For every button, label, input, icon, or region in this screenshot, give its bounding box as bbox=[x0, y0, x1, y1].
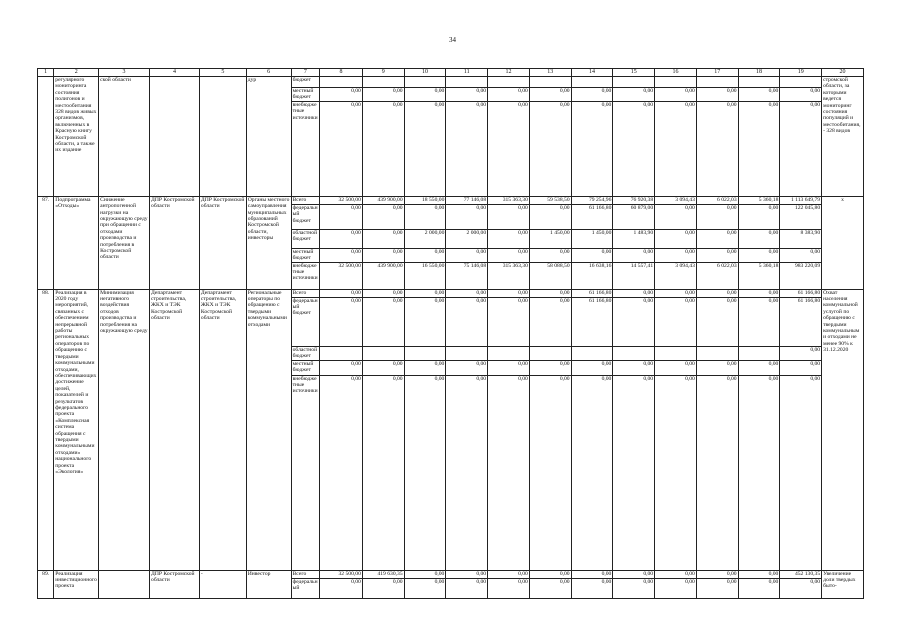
column-number: 3 bbox=[99, 69, 150, 77]
amount-cell bbox=[446, 346, 488, 360]
column-number: 16 bbox=[655, 69, 697, 77]
amount-cell: 0,00 bbox=[446, 297, 488, 346]
table-row bbox=[38, 196, 864, 204]
funding-source: Всего bbox=[291, 570, 320, 578]
amount-cell: 0,00 bbox=[696, 375, 738, 570]
column-number: 11 bbox=[446, 69, 488, 77]
amount-cell: 6 022,03 bbox=[696, 262, 738, 289]
amount-cell: 0,00 bbox=[488, 297, 530, 346]
amount-cell bbox=[404, 346, 446, 360]
funding-source: внебюджетные источники bbox=[291, 101, 320, 196]
amount-cell: 0,00 bbox=[613, 360, 655, 375]
amount-cell: 0,00 bbox=[780, 375, 822, 570]
amount-cell: 0,00 bbox=[488, 229, 530, 248]
amount-cell: 0,00 bbox=[696, 248, 738, 262]
amount-cell bbox=[320, 77, 363, 88]
amount-cell: 2 000,00 bbox=[404, 229, 446, 248]
amount-cell: 76 920,38 bbox=[613, 196, 655, 204]
participant: дур bbox=[246, 77, 291, 197]
column-number: 1 bbox=[38, 69, 54, 77]
amount-cell: 0,00 bbox=[613, 297, 655, 346]
amount-cell: 14 557,41 bbox=[613, 262, 655, 289]
amount-cell: 0,00 bbox=[613, 578, 655, 598]
amount-cell: 439 900,00 bbox=[362, 262, 404, 289]
table-row bbox=[38, 570, 864, 578]
amount-cell: 419 630,35 bbox=[362, 570, 404, 578]
amount-cell: 61 166,80 bbox=[571, 289, 613, 297]
amount-cell: 0,00 bbox=[362, 375, 404, 570]
amount-cell bbox=[655, 346, 697, 360]
amount-cell: 0,00 bbox=[780, 101, 822, 196]
amount-cell: 0,00 bbox=[655, 375, 697, 570]
amount-cell: 32 500,00 bbox=[320, 262, 363, 289]
funding-source: местный бюджет bbox=[291, 88, 320, 102]
amount-cell: 315 363,30 bbox=[488, 196, 530, 204]
column-number: 17 bbox=[696, 69, 738, 77]
amount-cell: 0,00 bbox=[738, 570, 780, 578]
amount-cell: 61 166,80 bbox=[571, 297, 613, 346]
amount-cell: 0,00 bbox=[655, 88, 697, 102]
amount-cell: 439 900,00 bbox=[362, 196, 404, 204]
column-number: 14 bbox=[571, 69, 613, 77]
amount-cell bbox=[362, 346, 404, 360]
activity-name: Подпрограмма «Отходы» bbox=[54, 196, 99, 289]
amount-cell: 0,00 bbox=[362, 289, 404, 297]
amount-cell: 0,00 bbox=[446, 578, 488, 598]
amount-cell: 0,00 bbox=[738, 360, 780, 375]
amount-cell: 0,00 bbox=[529, 289, 571, 297]
responsible-executor: Департамент строительства, ЖКХ и ТЭК Костромской области bbox=[150, 289, 200, 570]
funding-source: Всего bbox=[291, 289, 320, 297]
amount-cell: 0,00 bbox=[696, 88, 738, 102]
funding-source: внебюджетные источники bbox=[291, 375, 320, 570]
target-indicator: стромской области, за которыми ведется мониторинг состояния популяций и местообитания, - 328 видов bbox=[822, 77, 864, 197]
amount-cell bbox=[655, 77, 697, 88]
column-number-row bbox=[38, 69, 864, 77]
funding-source: местный бюджет bbox=[291, 360, 320, 375]
amount-cell bbox=[780, 77, 822, 88]
amount-cell: 0,00 bbox=[529, 101, 571, 196]
funding-source: местный бюджет bbox=[291, 248, 320, 262]
amount-cell: 0,00 bbox=[362, 297, 404, 346]
responsible-executor bbox=[150, 77, 200, 197]
amount-cell bbox=[613, 346, 655, 360]
participant: Региональные операторы по обращению с твердыми коммунальными отходами bbox=[246, 289, 291, 570]
column-number: 7 bbox=[291, 69, 320, 77]
column-number: 13 bbox=[529, 69, 571, 77]
amount-cell: 0,00 bbox=[738, 375, 780, 570]
amount-cell: 0,00 bbox=[488, 88, 530, 102]
amount-cell: 61 166,80 bbox=[780, 297, 822, 346]
amount-cell: 0,00 bbox=[571, 375, 613, 570]
amount-cell bbox=[362, 77, 404, 88]
responsible-executor: ДПР Костромской области bbox=[150, 570, 200, 598]
amount-cell: 0,00 bbox=[446, 289, 488, 297]
funding-source: внебюджетные источники bbox=[291, 262, 320, 289]
amount-cell: 0,00 bbox=[404, 289, 446, 297]
amount-cell: 32 500,00 bbox=[320, 570, 363, 578]
participant: Инвестор bbox=[246, 570, 291, 598]
amount-cell: 32 500,00 bbox=[320, 196, 363, 204]
column-number: 4 bbox=[150, 69, 200, 77]
funding-source: областной бюджет bbox=[291, 229, 320, 248]
amount-cell: 0,00 bbox=[655, 360, 697, 375]
amount-cell: 0,00 bbox=[446, 101, 488, 196]
amount-cell bbox=[571, 346, 613, 360]
amount-cell: 0,00 bbox=[404, 375, 446, 570]
funding-source: федеральный бюджет bbox=[291, 204, 320, 229]
amount-cell bbox=[488, 346, 530, 360]
amount-cell: 0,00 bbox=[571, 360, 613, 375]
amount-cell: 0,00 bbox=[571, 578, 613, 598]
amount-cell: 0,00 bbox=[320, 360, 363, 375]
amount-cell bbox=[320, 346, 363, 360]
amount-cell: 0,00 bbox=[738, 289, 780, 297]
amount-cell: 0,00 bbox=[571, 248, 613, 262]
amount-cell: 122 045,80 bbox=[780, 204, 822, 229]
amount-cell: 16 638,16 bbox=[571, 262, 613, 289]
amount-cell: 0,00 bbox=[529, 578, 571, 598]
amount-cell: 0,00 bbox=[446, 248, 488, 262]
amount-cell: 0,00 bbox=[404, 248, 446, 262]
amount-cell: 0,00 bbox=[738, 297, 780, 346]
amount-cell: 58 088,50 bbox=[529, 262, 571, 289]
target-indicator: x bbox=[822, 196, 864, 289]
item-number: 88. bbox=[38, 289, 54, 570]
amount-cell: 0,00 bbox=[696, 297, 738, 346]
amount-cell: 0,00 bbox=[696, 360, 738, 375]
amount-cell: 0,00 bbox=[780, 346, 822, 360]
amount-cell: 0,00 bbox=[320, 289, 363, 297]
amount-cell: 59 538,50 bbox=[529, 196, 571, 204]
amount-cell bbox=[529, 77, 571, 88]
amount-cell: 0,00 bbox=[320, 375, 363, 570]
activity-goal: Снижение антропогенной нагрузки на окружающую среду при обращении с отходами производства и потребления в Костромской области bbox=[99, 196, 150, 289]
amount-cell: 75 146,08 bbox=[446, 262, 488, 289]
amount-cell: 16 550,00 bbox=[404, 262, 446, 289]
activity-name: Реализация инвестиционного проекта bbox=[54, 570, 99, 598]
amount-cell: 79 254,96 bbox=[571, 196, 613, 204]
amount-cell: 0,00 bbox=[320, 248, 363, 262]
funding-source: Всего bbox=[291, 196, 320, 204]
amount-cell: 0,00 bbox=[488, 289, 530, 297]
amount-cell: 0,00 bbox=[404, 578, 446, 598]
amount-cell: 0,00 bbox=[362, 88, 404, 102]
amount-cell: 0,00 bbox=[613, 570, 655, 578]
amount-cell: 0,00 bbox=[738, 578, 780, 598]
amount-cell: 0,00 bbox=[488, 375, 530, 570]
amount-cell: 0,00 bbox=[320, 578, 363, 598]
amount-cell: 0,00 bbox=[488, 204, 530, 229]
activity-goal: Минимизация негативного воздействия отходов производства и потребления на окружающую среду bbox=[99, 289, 150, 570]
amount-cell: 77 146,08 bbox=[446, 196, 488, 204]
amount-cell: 0,00 bbox=[529, 248, 571, 262]
amount-cell: 0,00 bbox=[446, 570, 488, 578]
amount-cell: 0,00 bbox=[529, 297, 571, 346]
amount-cell: 0,00 bbox=[571, 570, 613, 578]
amount-cell: 0,00 bbox=[613, 101, 655, 196]
item-number bbox=[38, 77, 54, 197]
amount-cell: 0,00 bbox=[446, 88, 488, 102]
amount-cell: 0,00 bbox=[320, 229, 363, 248]
column-number: 10 bbox=[404, 69, 446, 77]
column-number: 8 bbox=[320, 69, 363, 77]
amount-cell: 18 550,00 bbox=[404, 196, 446, 204]
column-number: 12 bbox=[488, 69, 530, 77]
amount-cell: 0,00 bbox=[655, 578, 697, 598]
amount-cell: 0,00 bbox=[362, 229, 404, 248]
target-indicator: Охват населения коммунальной услугой по обращению с твердыми коммунальными отходами не менее 90% к 31.12.2020 bbox=[822, 289, 864, 570]
co-executor: Департамент строительства, ЖКХ и ТЭК Костромской области bbox=[199, 289, 246, 570]
column-number: 2 bbox=[54, 69, 99, 77]
column-number: 15 bbox=[613, 69, 655, 77]
amount-cell: 0,00 bbox=[446, 360, 488, 375]
amount-cell: 0,00 bbox=[655, 101, 697, 196]
amount-cell: 0,00 bbox=[529, 360, 571, 375]
amount-cell: 0,00 bbox=[780, 578, 822, 598]
amount-cell: 0,00 bbox=[655, 570, 697, 578]
amount-cell: 0,00 bbox=[571, 88, 613, 102]
amount-cell: 0,00 bbox=[655, 248, 697, 262]
activity-goal: ской области bbox=[99, 77, 150, 197]
column-number: 19 bbox=[780, 69, 822, 77]
participant: Органы местного самоуправления муниципальных образований Костромской области, инвесторы bbox=[246, 196, 291, 289]
amount-cell: 0,00 bbox=[404, 297, 446, 346]
amount-cell: 452 130,35 bbox=[780, 570, 822, 578]
amount-cell: 0,00 bbox=[529, 204, 571, 229]
amount-cell: 0,00 bbox=[362, 101, 404, 196]
amount-cell: 8 383,90 bbox=[780, 229, 822, 248]
funding-source: федеральный бюджет bbox=[291, 297, 320, 346]
amount-cell: 0,00 bbox=[488, 570, 530, 578]
amount-cell: 2 000,00 bbox=[446, 229, 488, 248]
amount-cell: 0,00 bbox=[696, 570, 738, 578]
co-executor: - bbox=[199, 570, 246, 598]
amount-cell: 0,00 bbox=[738, 101, 780, 196]
amount-cell: 0,00 bbox=[613, 375, 655, 570]
amount-cell: 0,00 bbox=[404, 204, 446, 229]
amount-cell: 0,00 bbox=[320, 88, 363, 102]
co-executor: ДПР Костромской области bbox=[199, 196, 246, 289]
amount-cell: 6 022,03 bbox=[696, 196, 738, 204]
amount-cell: 0,00 bbox=[488, 101, 530, 196]
amount-cell: 1 450,00 bbox=[571, 229, 613, 248]
amount-cell: 0,00 bbox=[446, 375, 488, 570]
amount-cell: 5 360,18 bbox=[738, 196, 780, 204]
amount-cell: 0,00 bbox=[488, 578, 530, 598]
amount-cell: 0,00 bbox=[738, 204, 780, 229]
amount-cell: 0,00 bbox=[529, 88, 571, 102]
amount-cell: 0,00 bbox=[696, 578, 738, 598]
amount-cell: 0,00 bbox=[446, 204, 488, 229]
amount-cell bbox=[738, 77, 780, 88]
amount-cell: 0,00 bbox=[696, 289, 738, 297]
table-row bbox=[38, 77, 864, 88]
column-number: 20 bbox=[822, 69, 864, 77]
amount-cell bbox=[404, 77, 446, 88]
co-executor bbox=[199, 77, 246, 197]
amount-cell bbox=[488, 77, 530, 88]
amount-cell: 0,00 bbox=[613, 88, 655, 102]
column-number: 6 bbox=[246, 69, 291, 77]
amount-cell: 0,00 bbox=[655, 297, 697, 346]
amount-cell: 0,00 bbox=[488, 360, 530, 375]
amount-cell: 0,00 bbox=[738, 229, 780, 248]
amount-cell: 0,00 bbox=[488, 248, 530, 262]
page-number: 34 bbox=[449, 36, 456, 44]
amount-cell: 0,00 bbox=[320, 297, 363, 346]
amount-cell: 1 483,90 bbox=[613, 229, 655, 248]
amount-cell: 0,00 bbox=[404, 88, 446, 102]
program-table bbox=[37, 68, 864, 599]
amount-cell: 3 094,43 bbox=[655, 196, 697, 204]
table-row bbox=[38, 289, 864, 297]
amount-cell: 61 166,80 bbox=[571, 204, 613, 229]
amount-cell: 0,00 bbox=[404, 360, 446, 375]
amount-cell: 0,00 bbox=[404, 570, 446, 578]
amount-cell bbox=[571, 77, 613, 88]
amount-cell: 60 879,00 bbox=[613, 204, 655, 229]
activity-goal bbox=[99, 570, 150, 598]
amount-cell bbox=[529, 346, 571, 360]
amount-cell: 0,00 bbox=[362, 248, 404, 262]
column-number: 5 bbox=[199, 69, 246, 77]
amount-cell bbox=[446, 77, 488, 88]
activity-name: регулярного мониторинга состояния полигонов и местообитания 328 видов живых организмов, включенных в Красную книгу Костромской области, а также их издание bbox=[54, 77, 99, 197]
amount-cell: 0,00 bbox=[320, 204, 363, 229]
amount-cell: 0,00 bbox=[362, 578, 404, 598]
amount-cell: 0,00 bbox=[404, 101, 446, 196]
column-number: 18 bbox=[738, 69, 780, 77]
item-number: 89. bbox=[38, 570, 54, 598]
amount-cell: 0,00 bbox=[571, 101, 613, 196]
amount-cell: 3 094,43 bbox=[655, 262, 697, 289]
column-number: 9 bbox=[362, 69, 404, 77]
amount-cell: 0,00 bbox=[529, 570, 571, 578]
amount-cell: 0,00 bbox=[362, 204, 404, 229]
amount-cell bbox=[738, 346, 780, 360]
amount-cell: 315 363,30 bbox=[488, 262, 530, 289]
amount-cell: 0,00 bbox=[780, 360, 822, 375]
amount-cell: 1 450,00 bbox=[529, 229, 571, 248]
funding-source: федеральный bbox=[291, 578, 320, 598]
amount-cell: 0,00 bbox=[320, 101, 363, 196]
responsible-executor: ДПР Костромской области bbox=[150, 196, 200, 289]
amount-cell: 0,00 bbox=[529, 375, 571, 570]
amount-cell: 61 166,80 bbox=[780, 289, 822, 297]
amount-cell: 0,00 bbox=[655, 204, 697, 229]
amount-cell: 0,00 bbox=[362, 360, 404, 375]
amount-cell: 0,00 bbox=[613, 248, 655, 262]
amount-cell bbox=[613, 77, 655, 88]
amount-cell: 0,00 bbox=[613, 289, 655, 297]
item-number: 87. bbox=[38, 196, 54, 289]
amount-cell: 0,00 bbox=[738, 248, 780, 262]
amount-cell: 5 360,18 bbox=[738, 262, 780, 289]
amount-cell: 0,00 bbox=[780, 88, 822, 102]
amount-cell: 0,00 bbox=[696, 101, 738, 196]
amount-cell: 0,00 bbox=[738, 88, 780, 102]
funding-source: бюджет bbox=[291, 77, 320, 88]
amount-cell: 0,00 bbox=[655, 229, 697, 248]
amount-cell: 0,00 bbox=[696, 229, 738, 248]
amount-cell: 0,00 bbox=[696, 204, 738, 229]
target-indicator: Увеличение доли твердых быто- bbox=[822, 570, 864, 598]
amount-cell bbox=[696, 346, 738, 360]
activity-name: Реализация в 2020 году мероприятий, связанных с обеспечением непрерывной работы региональных операторов по обращению с твердыми коммунальными отходами, обеспечивающих достижение целей, показателей и результатов федерального проекта «Комплексная система обращения с твердыми коммунальными отходами» национального проекта «Экология» bbox=[54, 289, 99, 570]
amount-cell: 0,00 bbox=[780, 248, 822, 262]
amount-cell bbox=[696, 77, 738, 88]
amount-cell: 983 220,09 bbox=[780, 262, 822, 289]
amount-cell: 0,00 bbox=[655, 289, 697, 297]
amount-cell: 1 113 649,79 bbox=[780, 196, 822, 204]
funding-source: областной бюджет bbox=[291, 346, 320, 360]
